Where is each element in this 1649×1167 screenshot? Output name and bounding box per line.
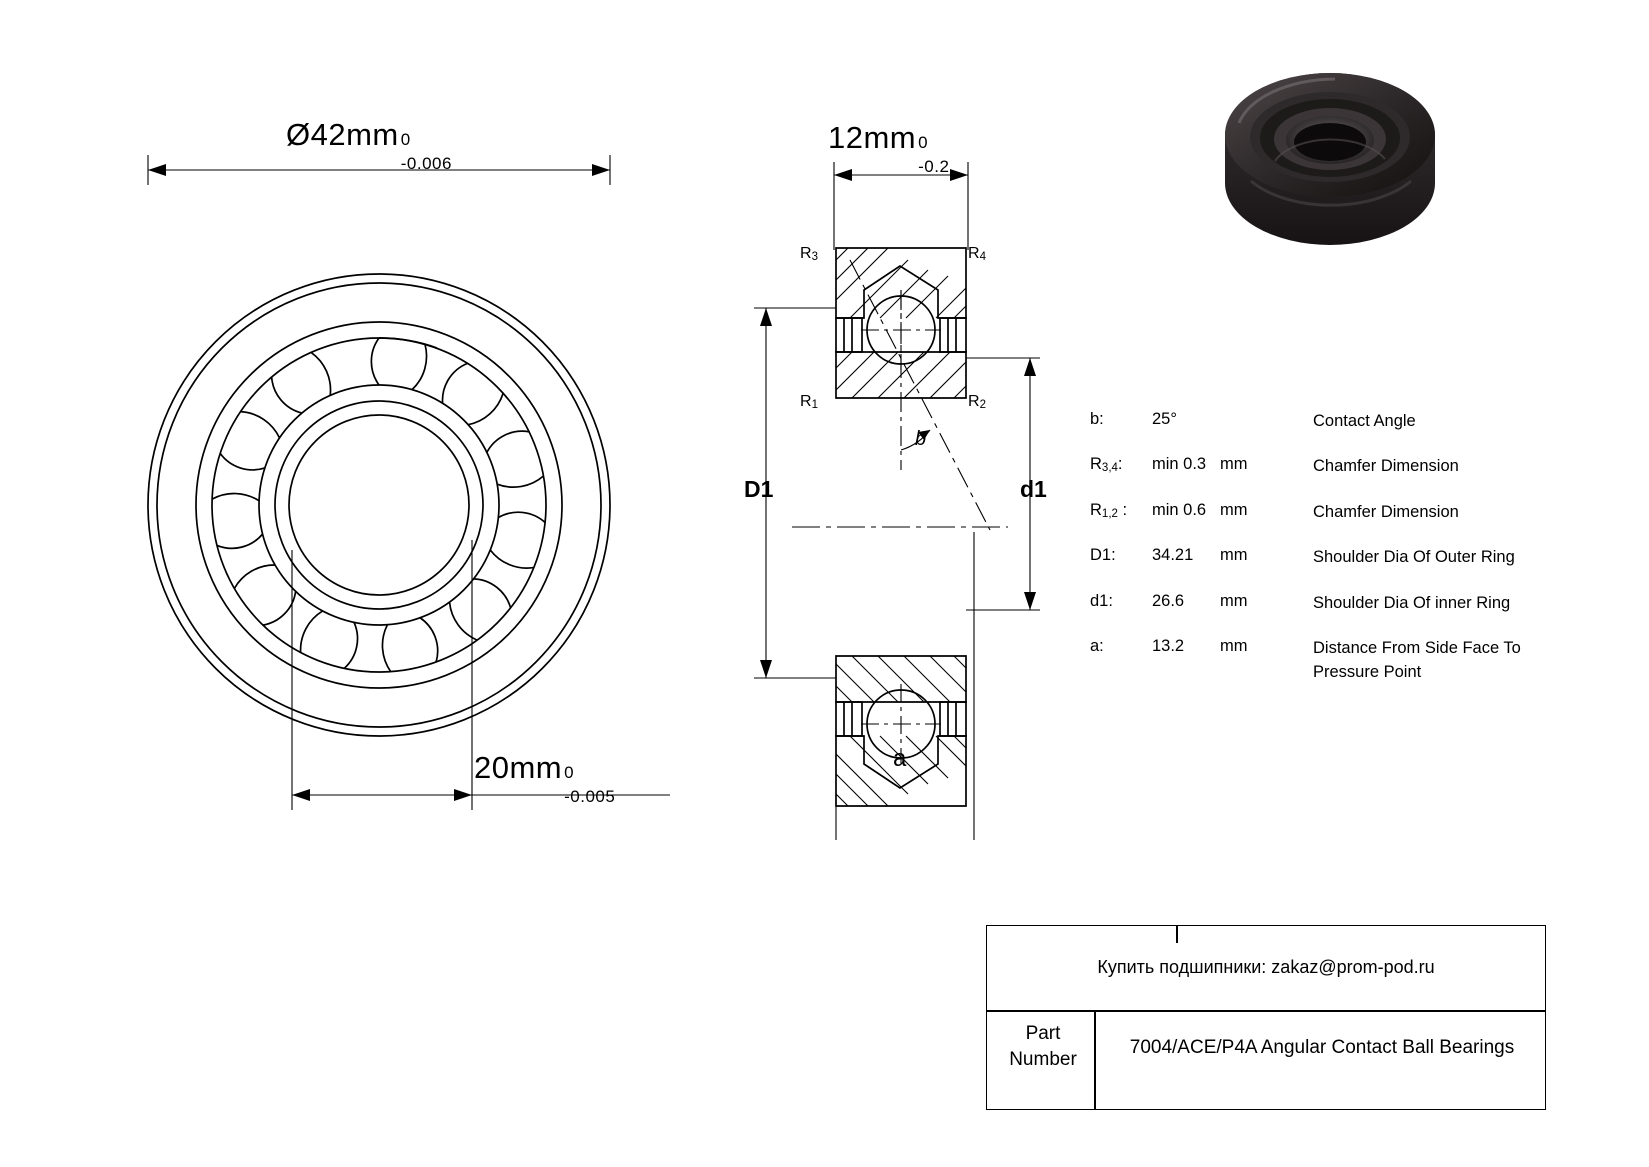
spec-unit: mm [1220,455,1248,474]
spec-row [1090,592,1570,616]
section-width-label: 12mm 0 -0.2 [828,120,950,176]
label-r3: R3 [800,245,818,263]
bore-dim-tolerance-lower: -0.005 [564,787,616,806]
part-number-label: Part Number [1009,1023,1077,1070]
spec-unit: mm [1220,500,1248,519]
front-view-drawing [100,110,800,970]
spec-symbol: b: [1090,410,1104,428]
label-r1: R1 [800,393,818,411]
section-view-drawing [740,140,1060,840]
spec-description: Chamfer Dimension [1313,502,1459,521]
spec-value: 34.21 [1152,546,1194,565]
spec-row [1090,501,1570,525]
bore-diameter-label: 20mm 0 -0.005 [474,750,616,806]
spec-value: 26.6 [1152,591,1185,610]
title-block-tick [1176,925,1178,943]
specification-table [1090,410,1570,706]
label-a-dimension: a [893,745,907,772]
spec-value: 25° [1152,410,1177,428]
outer-dim-tolerance-upper: 0 [400,130,411,149]
spec-symbol: R1,2 : [1090,500,1128,520]
front-view-bearing-circles [148,274,610,736]
spec-unit: mm [1220,637,1248,656]
label-d1-inner: d1 [1020,476,1047,502]
a-dimension [836,532,974,840]
title-block-column-divider [1094,1010,1096,1110]
bore-dim-tolerance-upper: 0 [564,763,575,782]
contact-email-line: Купить подшипники: zakaz@prom-pod.ru [1097,957,1435,977]
spec-row [1090,455,1570,479]
spec-value: min 0.6 [1152,500,1207,519]
label-r2: R2 [968,393,986,411]
spec-description: Chamfer Dimension [1313,457,1459,476]
spec-row [1090,637,1570,685]
spec-symbol: D1: [1090,546,1116,565]
spec-symbol: d1: [1090,591,1113,610]
front-view-cage-pockets [212,338,546,672]
width-tolerance-upper: 0 [918,133,929,152]
title-block-divider [986,1010,1546,1012]
front-view-dimension-lines [148,155,670,810]
spec-symbol: a: [1090,637,1104,656]
spec-unit: mm [1220,591,1248,610]
label-d1-outer: D1 [744,476,774,502]
spec-description: Shoulder Dia Of inner Ring [1313,593,1511,612]
title-block [986,925,1546,1110]
width-tolerance-lower: -0.2 [918,157,950,176]
spec-description: Contact Angle [1313,412,1416,430]
spec-description: Shoulder Dia Of Outer Ring [1313,548,1515,567]
spec-row [1090,410,1570,434]
spec-row [1090,546,1570,570]
spec-symbol: R3,4: [1090,455,1123,475]
label-r4: R4 [968,245,986,263]
spec-description: Distance From Side Face To Pressure Point [1313,639,1521,682]
spec-value: 13.2 [1152,637,1185,656]
part-number-value: 7004/ACE/P4A Angular Contact Ball Bearings [1129,1037,1515,1058]
spec-value: min 0.3 [1152,455,1207,474]
outer-dim-tolerance-lower: -0.006 [400,154,452,173]
spec-unit: mm [1220,546,1248,565]
title-block-border [986,925,1546,1110]
label-contact-angle-b: b [915,428,927,450]
outer-diameter-label: Ø42mm 0 -0.006 [286,117,452,173]
bearing-photo [1215,65,1445,305]
